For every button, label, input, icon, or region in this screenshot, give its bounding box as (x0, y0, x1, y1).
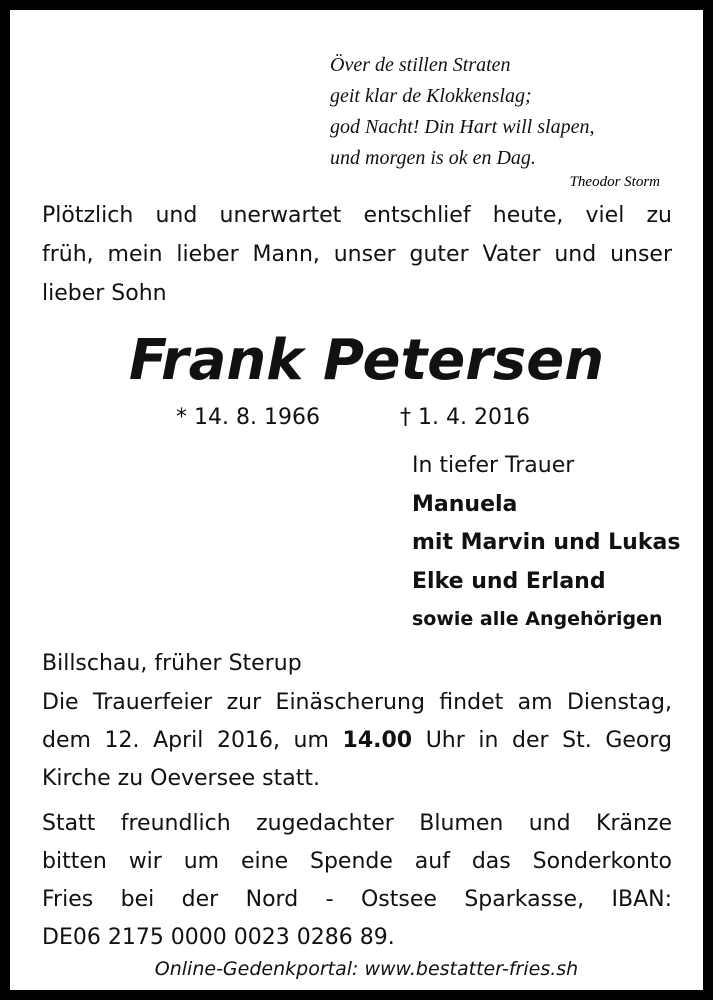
poem-line: god Nacht! Din Hart will slapen, (330, 116, 595, 138)
mourner-name: Elke und Erland (412, 569, 606, 594)
ceremony-line (42, 728, 672, 753)
portal-url[interactable]: www.bestatter-fries.sh (364, 958, 579, 980)
intro-line: früh, mein lieber Mann, unser guter Vater und unser (42, 242, 672, 267)
mourner-name: Manuela (412, 492, 518, 517)
poem-line: geit klar de Klokkenslag; (330, 85, 532, 107)
ceremony-line: Die Trauerfeier zur Einäscherung findet am Dienstag, (42, 690, 672, 715)
birth-date: * 14. 8. 1966 (176, 405, 320, 430)
donation-line: bitten wir um eine Spende auf das Sonderkonto (42, 849, 672, 874)
online-portal (10, 958, 713, 980)
mourner-name: sowie alle Angehörigen (412, 608, 663, 630)
ceremony-date-text: dem 12. April 2016, um (42, 728, 329, 753)
ceremony-time: 14.00 (342, 728, 413, 753)
poem-line: und morgen is ok en Dag. (330, 147, 536, 169)
portal-label: Online-Gedenkportal: (154, 958, 359, 980)
donation-line: Statt freundlich zugedachter Blumen und Kränze (42, 811, 672, 836)
intro-line: lieber Sohn (42, 281, 167, 306)
ceremony-place-text: Uhr in der St. Georg (425, 728, 672, 753)
intro-line: Plötzlich und unerwartet entschlief heute, viel zu (42, 203, 672, 228)
poem-author: Theodor Storm (569, 174, 660, 190)
mourning-intro: In tiefer Trauer (412, 453, 575, 478)
ceremony-line: Kirche zu Oeversee statt. (42, 766, 320, 791)
donation-line: DE06 2175 0000 0023 0286 89. (42, 925, 395, 950)
donation-line: Fries bei der Nord - Ostsee Sparkasse, IBAN: (42, 887, 672, 912)
mourner-name: mit Marvin und Lukas (412, 530, 681, 555)
poem-line: Över de stillen Straten (330, 54, 511, 76)
death-date: † 1. 4. 2016 (400, 405, 530, 430)
deceased-name: Frank Petersen (128, 328, 605, 393)
location: Billschau, früher Sterup (42, 651, 302, 676)
